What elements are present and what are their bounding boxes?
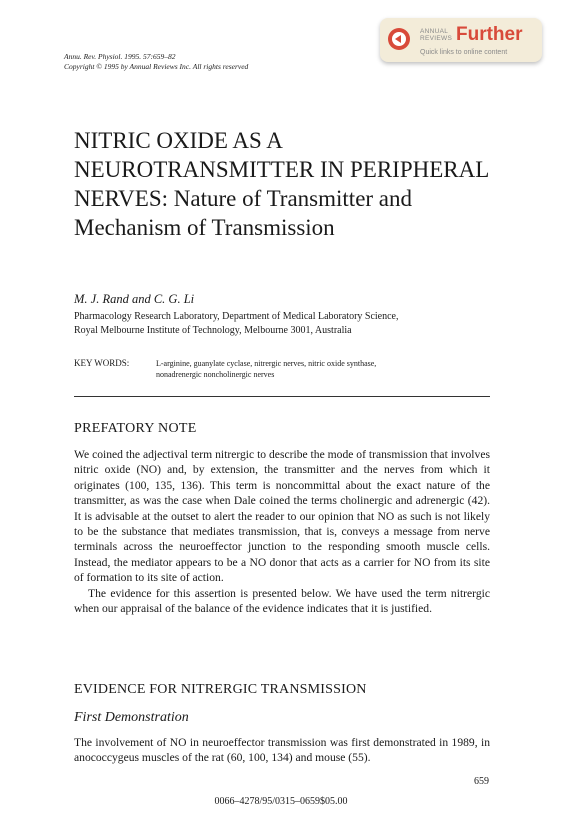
page-number: 659 — [474, 776, 489, 787]
keywords-list: L-arginine, guanylate cyclase, nitrergic nerves, nitric oxide synthase, nonadrenergic noncholinergic nerves — [156, 359, 377, 379]
evidence-heading: EVIDENCE FOR NITRERGIC TRANSMISSION — [74, 682, 367, 697]
first-demonstration-heading: First Demonstration — [74, 710, 189, 725]
affiliation: Pharmacology Research Laboratory, Department of Medical Laboratory Science, Royal Melbourne Institute of Technology, Melbourne 3001, Australia — [74, 311, 399, 336]
title-caps: NITRIC OXIDE AS A NEUROTRANSMITTER IN PERIPHERAL NERVES: — [74, 128, 489, 211]
article-title — [74, 126, 514, 242]
journal-citation: Annu. Rev. Physiol. 1995. 57:659–82 — [64, 52, 176, 61]
title-rest: Nature of Transmitter and Mechanism of Transmission — [74, 186, 413, 240]
play-circle-icon — [388, 28, 410, 50]
keywords-label: KEY WORDS: — [74, 358, 130, 368]
first-paragraph-1: The involvement of NO in neuroeffector transmission was first demonstrated in 1989, in anococcygeus muscles of the rat (60, 100, 134) and mouse (55). — [74, 736, 490, 765]
first-demonstration-body — [74, 735, 490, 766]
further-subtitle: Quick links to online content — [420, 49, 508, 56]
prefatory-heading: PREFATORY NOTE — [74, 421, 197, 436]
further-label: Further — [456, 24, 523, 45]
prefatory-body — [74, 447, 490, 616]
prefatory-paragraph-2: The evidence for this assertion is presented below. We have used the term nitrergic when our appraisal of the balance of the evidence indicates that it is justified. — [74, 586, 490, 616]
prefatory-paragraph-1: We coined the adjectival term nitrergic to describe the mode of transmission that involves nitric oxide (NO) and, by extension, the transmitter and the nerves from which it originates (100, 135, 136). This term is noncommittal about the exact nature of the transmitter, as was the case when Dale coined the terms cholinergic and adrenergic (42). It is advisable at the outset to alert the reader to our opinion that NO as such is not likely to be the substance that mediates transmission, that is, conveys a message from nerve terminals across the neuroeffector junction to the responding smooth muscle cells. Instead, the mediator appears to be a NO donor that acts as a carrier for NO from its site of formation to its site of action. — [74, 448, 490, 585]
authors: M. J. Rand and C. G. Li — [74, 292, 195, 306]
footer-code: 0066–4278/95/0315–0659$05.00 — [214, 796, 348, 807]
annual-reviews-wordmark: ANNUAL REVIEWS — [420, 28, 453, 42]
copyright-line: Copyright © 1995 by Annual Reviews Inc. All rights reserved — [64, 62, 249, 71]
journal-header — [64, 52, 248, 72]
further-badge[interactable] — [380, 18, 542, 62]
divider — [74, 396, 490, 397]
